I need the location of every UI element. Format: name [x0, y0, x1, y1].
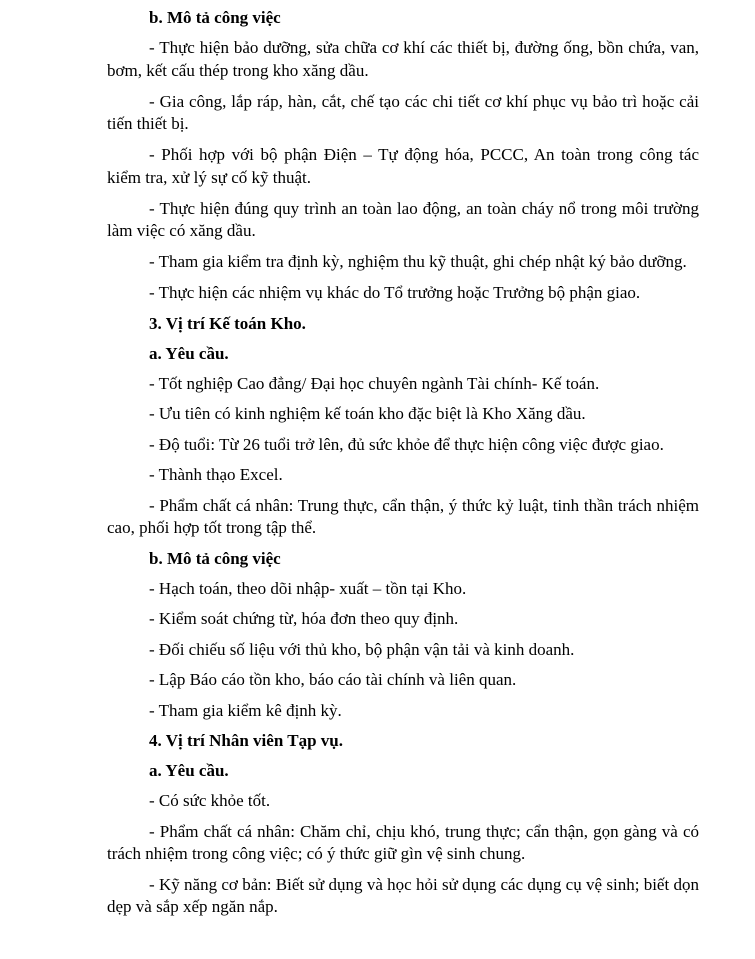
list-item: - Kiểm soát chứng từ, hóa đơn theo quy định. [149, 609, 459, 628]
list-item: - Có sức khỏe tốt. [149, 791, 271, 810]
list-item: - Tham gia kiểm tra định kỳ, nghiệm thu kỹ thuật, ghi chép nhật ký bảo dưỡng. [149, 252, 687, 271]
section-heading-warehouse-accountant: 3. Vị trí Kế toán Kho. [149, 313, 306, 333]
list-item: - Thực hiện bảo dưỡng, sửa chữa cơ khí các thiết bị, đường ống, bồn chứa, van, bơm, kết cấu thép trong kho xăng dầu. [107, 38, 699, 80]
section-heading-requirements-2: a. Yêu cầu. [149, 761, 229, 780]
list-item: - Tham gia kiểm kê định kỳ. [149, 700, 342, 720]
list-item: - Phẩm chất cá nhân: Trung thực, cẩn thận, ý thức kỷ luật, tinh thần trách nhiệm cao, phối hợp tốt trong tập thể. [107, 495, 699, 537]
section-heading-janitor: 4. Vị trí Nhân viên Tạp vụ. [149, 731, 343, 750]
list-item: - Phối hợp với bộ phận Điện – Tự động hóa, PCCC, An toàn trong công tác kiểm tra, xử lý sự cố kỹ thuật. [107, 145, 699, 187]
list-item: - Thành thạo Excel. [149, 465, 283, 484]
document-page [107, 7, 699, 919]
list-item: - Kỹ năng cơ bản: Biết sử dụng và học hỏi sử dụng các dụng cụ vệ sinh; biết dọn dẹp và sắp xếp ngăn nắp. [107, 874, 699, 916]
list-item: - Hạch toán, theo dõi nhập- xuất – tồn tại Kho. [149, 578, 467, 598]
list-item: - Thực hiện các nhiệm vụ khác do Tổ trưởng hoặc Trưởng bộ phận giao. [149, 283, 641, 302]
list-item: - Phẩm chất cá nhân: Chăm chỉ, chịu khó, trung thực; cẩn thận, gọn gàng và có trách nhiệm trong công việc; có ý thức giữ gìn vệ sinh chung. [107, 821, 699, 863]
list-item: - Gia công, lắp ráp, hàn, cắt, chế tạo các chi tiết cơ khí phục vụ bảo trì hoặc cải tiến thiết bị. [107, 91, 699, 133]
list-item: - Thực hiện đúng quy trình an toàn lao động, an toàn cháy nổ trong môi trường làm việc có xăng dầu. [107, 198, 699, 240]
section-heading-job-description-1: b. Mô tả công việc [149, 8, 281, 27]
list-item: - Độ tuổi: Từ 26 tuổi trở lên, đủ sức khỏe để thực hiện công việc được giao. [149, 434, 664, 454]
list-item: - Tốt nghiệp Cao đẳng/ Đại học chuyên ngành Tài chính- Kế toán. [149, 373, 600, 393]
list-item: - Đối chiếu số liệu với thủ kho, bộ phận vận tải và kinh doanh. [149, 639, 575, 659]
section-heading-requirements-1: a. Yêu cầu. [149, 343, 229, 363]
section-heading-job-description-2: b. Mô tả công việc [149, 548, 281, 568]
list-item: - Ưu tiên có kinh nghiệm kế toán kho đặc biệt là Kho Xăng dầu. [149, 404, 586, 423]
list-item: - Lập Báo cáo tồn kho, báo cáo tài chính và liên quan. [149, 670, 517, 689]
